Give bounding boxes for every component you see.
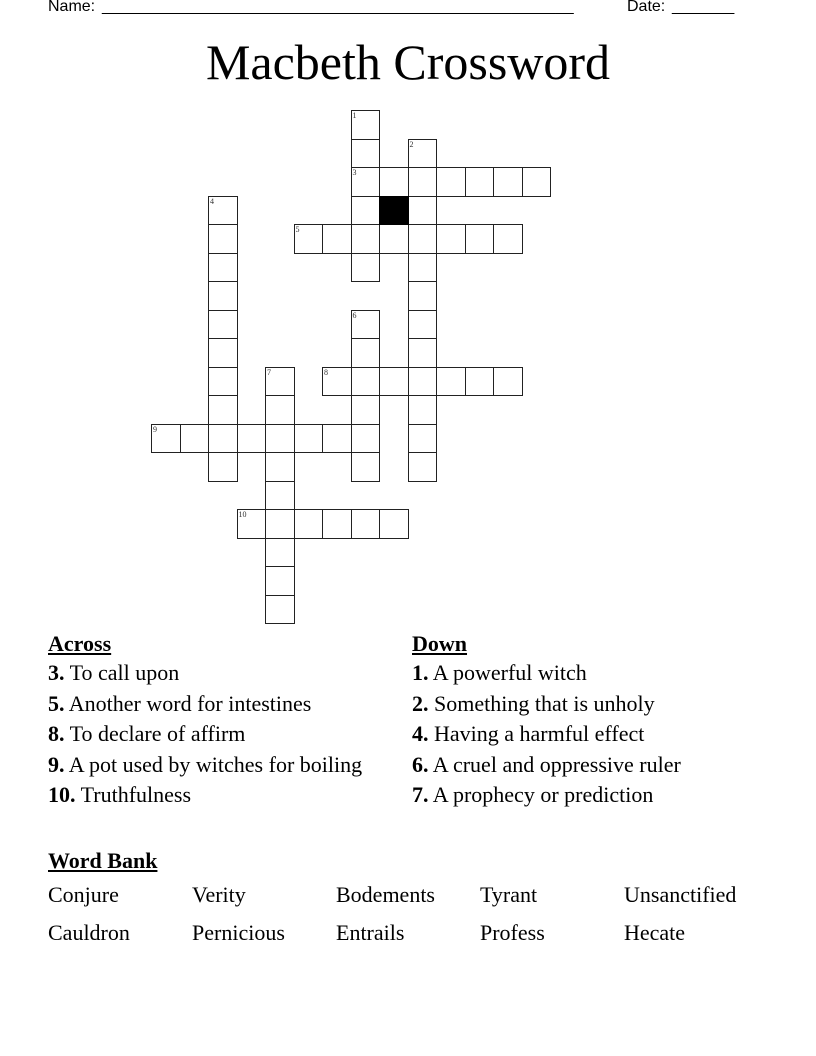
clue-text: To declare of affirm (69, 721, 246, 746)
clue-number: 5. (48, 690, 65, 716)
word-bank-item: Bodements (336, 882, 435, 907)
word-bank-item: Pernicious (192, 920, 285, 945)
crossword-cell[interactable] (522, 167, 552, 197)
clue-number: 4. (412, 721, 429, 746)
clue-number: 7. (412, 782, 429, 807)
crossword-cell[interactable] (208, 367, 238, 397)
crossword-cell[interactable] (351, 167, 381, 197)
crossword-cell[interactable] (436, 224, 466, 254)
clue-text: Another word for intestines (68, 690, 312, 716)
clue-number: 4 (210, 196, 214, 206)
clue-number: 7 (267, 367, 271, 377)
clue-text: A prophecy or prediction (432, 782, 654, 807)
crossword-cell[interactable] (351, 196, 381, 226)
crossword-cell[interactable] (208, 196, 238, 226)
crossword-cell[interactable] (351, 310, 381, 340)
crossword-cell[interactable] (379, 509, 409, 539)
crossword-cell[interactable] (265, 452, 295, 482)
word-bank-item: Entrails (336, 920, 405, 945)
crossword-cell[interactable] (351, 110, 381, 140)
crossword-cell[interactable] (208, 310, 238, 340)
crossword-cell[interactable] (408, 310, 438, 340)
crossword-cell[interactable] (265, 566, 295, 596)
crossword-cell[interactable] (465, 167, 495, 197)
crossword-cell[interactable] (408, 452, 438, 482)
crossword-cell[interactable] (351, 424, 381, 454)
crossword-cell[interactable] (151, 424, 181, 454)
crossword-cell[interactable] (351, 367, 381, 397)
clue-number: 9. (48, 751, 65, 777)
clue-text: A pot used by witches for boiling (68, 751, 363, 777)
crossword-cell[interactable] (493, 224, 523, 254)
crossword-cell[interactable] (351, 452, 381, 482)
crossword-cell[interactable] (351, 224, 381, 254)
clue-number: 2. (412, 690, 429, 716)
across-clue (48, 722, 378, 746)
crossword-cell[interactable] (237, 509, 267, 539)
crossword-cell[interactable] (265, 367, 295, 397)
crossword-cell[interactable] (265, 424, 295, 454)
crossword-cell[interactable] (294, 424, 324, 454)
clue-number: 2 (409, 139, 414, 149)
clue-number: 1. (412, 660, 429, 685)
crossword-cell[interactable] (351, 253, 381, 283)
crossword-cell[interactable] (351, 509, 381, 539)
word-bank-item: Unsanctified (624, 882, 737, 907)
date-label: Date: (627, 0, 666, 15)
crossword-cell[interactable] (208, 253, 238, 283)
crossword-cell[interactable] (379, 367, 409, 397)
across-clue-list (48, 661, 378, 807)
crossword-cell[interactable] (408, 395, 438, 425)
crossword-cell[interactable] (322, 424, 352, 454)
word-bank-item: Conjure (48, 882, 119, 907)
crossword-cell[interactable] (208, 452, 238, 482)
date-field[interactable]: _______ (672, 0, 735, 15)
crossword-cell[interactable] (265, 509, 295, 539)
crossword-cell[interactable] (208, 395, 238, 425)
down-heading: Down (412, 631, 468, 656)
word-bank-heading: Word Bank (48, 848, 158, 873)
clue-number: 6 (352, 310, 357, 320)
clue-text: To call upon (69, 660, 180, 685)
clue-number: 1 (352, 111, 357, 120)
across-clue (48, 661, 378, 685)
clue-number: 8 (324, 367, 328, 377)
crossword-cell[interactable] (408, 139, 438, 169)
down-clue (412, 753, 772, 777)
crossword-cell[interactable] (408, 224, 438, 254)
crossword-cell[interactable] (265, 481, 295, 511)
down-clue (412, 692, 772, 716)
crossword-cell[interactable] (322, 509, 352, 539)
crossword-cell[interactable] (408, 424, 438, 454)
clue-number: 10 (238, 510, 247, 519)
crossword-cell[interactable] (436, 167, 466, 197)
across-clues (48, 629, 378, 814)
clue-text: Having a harmful effect (434, 721, 645, 746)
crossword-cell[interactable] (294, 224, 324, 254)
clue-number: 10. (48, 782, 76, 807)
crossword-cell[interactable] (408, 253, 438, 283)
clue-number: 3. (48, 660, 65, 685)
clue-text: Something that is unholy (434, 690, 655, 716)
crossword-cell[interactable] (436, 367, 466, 397)
across-clue (48, 753, 378, 777)
clue-number: 5 (295, 225, 300, 234)
crossword-cell[interactable] (322, 224, 352, 254)
crossword-cell[interactable] (180, 424, 210, 454)
crossword-cell[interactable] (208, 224, 238, 254)
crossword-cell[interactable] (351, 139, 381, 169)
crossword-cell[interactable] (493, 167, 523, 197)
crossword-cell[interactable] (208, 281, 238, 311)
down-clue-list (412, 661, 772, 807)
clue-number: 9 (153, 424, 157, 434)
name-label: Name: (48, 0, 96, 15)
clue-text: Truthfulness (80, 782, 192, 807)
clue-text: A powerful witch (432, 660, 587, 685)
word-bank-item: Tyrant (480, 882, 538, 907)
crossword-cell[interactable] (265, 538, 295, 568)
word-bank-item: Cauldron (48, 920, 130, 945)
clue-number: 6. (412, 751, 429, 777)
across-heading: Across (48, 631, 112, 656)
down-clue (412, 783, 772, 807)
crossword-cell[interactable] (408, 167, 438, 197)
crossword-cell[interactable] (408, 196, 438, 226)
word-bank-item: Verity (192, 882, 246, 907)
word-bank-item: Hecate (624, 920, 686, 945)
crossword-cell[interactable] (465, 367, 495, 397)
down-clues (412, 629, 772, 814)
word-bank (48, 846, 737, 945)
crossword-cell[interactable] (322, 367, 352, 397)
across-clue (48, 783, 378, 807)
crossword-cell[interactable] (465, 224, 495, 254)
name-field[interactable]: _____________________________________________________ (102, 0, 574, 15)
crossword-cell[interactable] (208, 338, 238, 368)
down-clue (412, 722, 772, 746)
crossword-cell[interactable] (408, 367, 438, 397)
crossword-cell[interactable] (294, 509, 324, 539)
crossword-cell[interactable] (208, 424, 238, 454)
crossword-cell[interactable] (237, 424, 267, 454)
crossword-cell[interactable] (379, 167, 409, 197)
crossword-cell[interactable] (493, 367, 523, 397)
crossword-cell[interactable] (265, 395, 295, 425)
clue-number: 3 (352, 168, 357, 177)
clue-text: A cruel and oppressive ruler (432, 751, 681, 777)
crossword-cell[interactable] (379, 224, 409, 254)
crossword-cell[interactable] (265, 595, 295, 625)
crossword-cell[interactable] (351, 395, 381, 425)
page-title: Macbeth Crossword (205, 34, 611, 90)
clue-number: 8. (48, 721, 65, 746)
crossword-cell[interactable] (408, 338, 438, 368)
down-clue (412, 661, 772, 685)
across-clue (48, 692, 378, 716)
word-bank-item: Profess (480, 920, 545, 945)
crossword-cell[interactable] (351, 338, 381, 368)
crossword-cell[interactable] (408, 281, 438, 311)
black-cell (379, 196, 409, 226)
